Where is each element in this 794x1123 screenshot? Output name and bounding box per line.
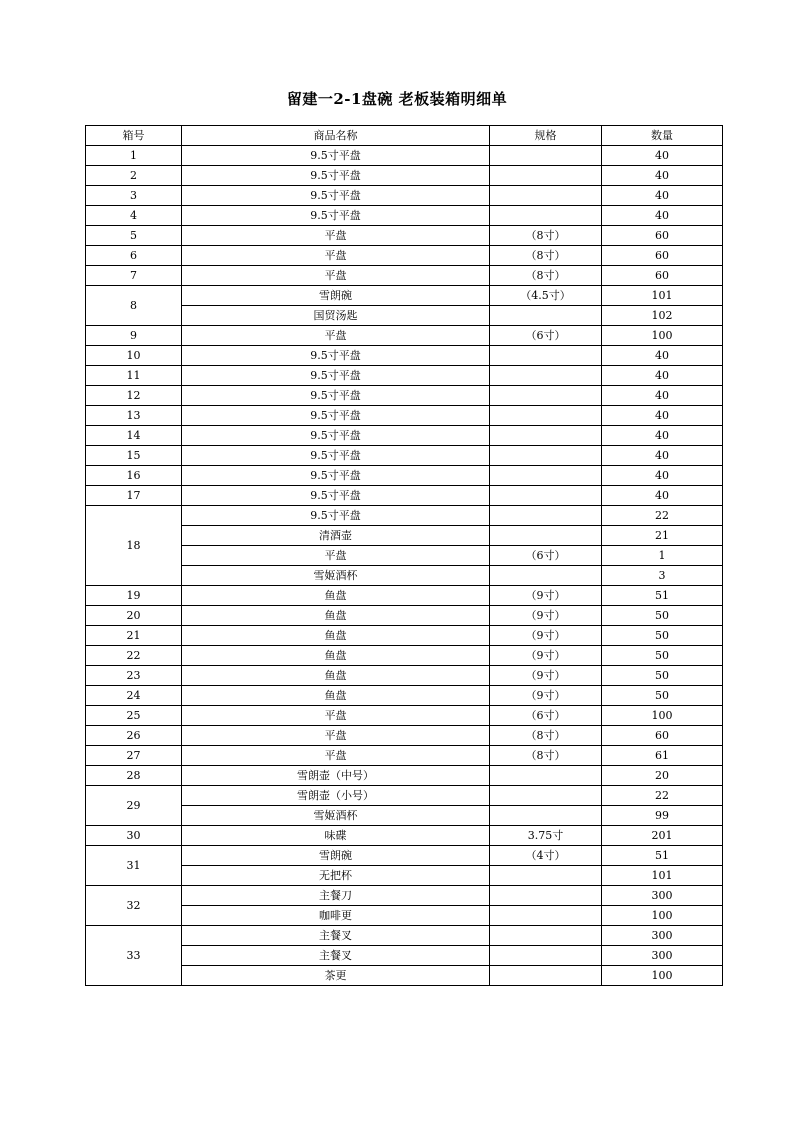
quantity-cell: 22 [602, 786, 723, 806]
product-name-cell: 主餐刀 [182, 886, 490, 906]
quantity-cell: 100 [602, 906, 723, 926]
quantity-cell: 300 [602, 886, 723, 906]
spec-cell: （4寸） [490, 846, 602, 866]
table-header-row [86, 126, 723, 146]
quantity-cell: 102 [602, 306, 723, 326]
product-name-cell: 雪朗碗 [182, 286, 490, 306]
table-row [86, 746, 723, 766]
table-row [86, 926, 723, 946]
quantity-cell: 40 [602, 166, 723, 186]
spec-cell [490, 786, 602, 806]
table-row [86, 946, 723, 966]
product-name-cell: 雪朗壶（小号） [182, 786, 490, 806]
product-name-cell: 9.5寸平盘 [182, 146, 490, 166]
spec-cell: （9寸） [490, 646, 602, 666]
spec-cell [490, 566, 602, 586]
product-name-cell: 9.5寸平盘 [182, 206, 490, 226]
quantity-cell: 40 [602, 366, 723, 386]
box-number-cell: 13 [86, 406, 182, 426]
table-row [86, 886, 723, 906]
table-row [86, 146, 723, 166]
product-name-cell: 平盘 [182, 706, 490, 726]
quantity-cell: 40 [602, 446, 723, 466]
box-number-cell: 14 [86, 426, 182, 446]
quantity-cell: 22 [602, 506, 723, 526]
spec-cell [490, 506, 602, 526]
box-number-cell: 33 [86, 926, 182, 986]
spec-cell [490, 466, 602, 486]
product-name-cell: 无把杯 [182, 866, 490, 886]
spec-cell [490, 486, 602, 506]
spec-cell: （9寸） [490, 686, 602, 706]
quantity-cell: 100 [602, 326, 723, 346]
spec-cell [490, 866, 602, 886]
product-name-cell: 平盘 [182, 266, 490, 286]
table-body [86, 146, 723, 986]
product-name-cell: 清酒壶 [182, 526, 490, 546]
table-row [86, 546, 723, 566]
spec-cell [490, 346, 602, 366]
spec-cell: （8寸） [490, 226, 602, 246]
product-name-cell: 味碟 [182, 826, 490, 846]
spec-cell [490, 386, 602, 406]
product-name-cell: 9.5寸平盘 [182, 486, 490, 506]
box-number-cell: 12 [86, 386, 182, 406]
table-row [86, 346, 723, 366]
box-number-cell: 9 [86, 326, 182, 346]
table-row [86, 366, 723, 386]
header-box-number: 箱号 [86, 126, 182, 146]
table-row [86, 606, 723, 626]
box-number-cell: 23 [86, 666, 182, 686]
product-name-cell: 雪朗壶（中号） [182, 766, 490, 786]
product-name-cell: 鱼盘 [182, 686, 490, 706]
box-number-cell: 15 [86, 446, 182, 466]
product-name-cell: 平盘 [182, 246, 490, 266]
table-row [86, 286, 723, 306]
box-number-cell: 27 [86, 746, 182, 766]
spec-cell [490, 946, 602, 966]
quantity-cell: 50 [602, 686, 723, 706]
quantity-cell: 1 [602, 546, 723, 566]
product-name-cell: 平盘 [182, 746, 490, 766]
header-product-name: 商品名称 [182, 126, 490, 146]
spec-cell [490, 366, 602, 386]
spec-cell: （4.5寸） [490, 286, 602, 306]
box-number-cell: 4 [86, 206, 182, 226]
table-row [86, 206, 723, 226]
quantity-cell: 40 [602, 486, 723, 506]
table-row [86, 506, 723, 526]
quantity-cell: 20 [602, 766, 723, 786]
product-name-cell: 平盘 [182, 546, 490, 566]
box-number-cell: 7 [86, 266, 182, 286]
spec-cell: （6寸） [490, 706, 602, 726]
product-name-cell: 雪朗碗 [182, 846, 490, 866]
quantity-cell: 3 [602, 566, 723, 586]
table-row [86, 686, 723, 706]
spec-cell [490, 206, 602, 226]
product-name-cell: 9.5寸平盘 [182, 186, 490, 206]
spec-cell: （8寸） [490, 246, 602, 266]
quantity-cell: 300 [602, 946, 723, 966]
header-quantity: 数量 [602, 126, 723, 146]
box-number-cell: 29 [86, 786, 182, 826]
product-name-cell: 9.5寸平盘 [182, 466, 490, 486]
quantity-cell: 40 [602, 146, 723, 166]
spec-cell: （9寸） [490, 586, 602, 606]
quantity-cell: 60 [602, 226, 723, 246]
box-number-cell: 17 [86, 486, 182, 506]
table-row [86, 806, 723, 826]
spec-cell: （9寸） [490, 666, 602, 686]
box-number-cell: 30 [86, 826, 182, 846]
box-number-cell: 22 [86, 646, 182, 666]
quantity-cell: 100 [602, 706, 723, 726]
table-row [86, 586, 723, 606]
spec-cell: （9寸） [490, 626, 602, 646]
product-name-cell: 主餐叉 [182, 946, 490, 966]
box-number-cell: 31 [86, 846, 182, 886]
table-row [86, 906, 723, 926]
quantity-cell: 51 [602, 586, 723, 606]
table-row [86, 626, 723, 646]
box-number-cell: 25 [86, 706, 182, 726]
quantity-cell: 101 [602, 866, 723, 886]
product-name-cell: 雪姬酒杯 [182, 806, 490, 826]
spec-cell: 3.75寸 [490, 826, 602, 846]
header-spec: 规格 [490, 126, 602, 146]
table-row [86, 386, 723, 406]
product-name-cell: 主餐叉 [182, 926, 490, 946]
table-row [86, 466, 723, 486]
box-number-cell: 28 [86, 766, 182, 786]
product-name-cell: 9.5寸平盘 [182, 446, 490, 466]
table-row [86, 666, 723, 686]
table-row [86, 646, 723, 666]
box-number-cell: 26 [86, 726, 182, 746]
spec-cell [490, 306, 602, 326]
table-row [86, 246, 723, 266]
spec-cell: （8寸） [490, 266, 602, 286]
quantity-cell: 99 [602, 806, 723, 826]
quantity-cell: 61 [602, 746, 723, 766]
product-name-cell: 9.5寸平盘 [182, 426, 490, 446]
product-name-cell: 鱼盘 [182, 646, 490, 666]
spec-cell: （9寸） [490, 606, 602, 626]
quantity-cell: 101 [602, 286, 723, 306]
box-number-cell: 21 [86, 626, 182, 646]
quantity-cell: 60 [602, 726, 723, 746]
box-number-cell: 16 [86, 466, 182, 486]
spec-cell [490, 186, 602, 206]
box-number-cell: 3 [86, 186, 182, 206]
product-name-cell: 茶更 [182, 966, 490, 986]
spec-cell [490, 906, 602, 926]
spec-cell: （8寸） [490, 726, 602, 746]
product-name-cell: 9.5寸平盘 [182, 506, 490, 526]
product-name-cell: 鱼盘 [182, 666, 490, 686]
product-name-cell: 9.5寸平盘 [182, 346, 490, 366]
table-row [86, 866, 723, 886]
quantity-cell: 60 [602, 266, 723, 286]
spec-cell [490, 146, 602, 166]
page-title: 留建一2-1盘碗 老板装箱明细单 [286, 90, 508, 108]
table-row [86, 446, 723, 466]
spec-cell: （8寸） [490, 746, 602, 766]
product-name-cell: 平盘 [182, 226, 490, 246]
table-row [86, 966, 723, 986]
table-row [86, 786, 723, 806]
product-name-cell: 鱼盘 [182, 626, 490, 646]
table-row [86, 726, 723, 746]
quantity-cell: 100 [602, 966, 723, 986]
quantity-cell: 40 [602, 186, 723, 206]
box-number-cell: 10 [86, 346, 182, 366]
spec-cell: （6寸） [490, 326, 602, 346]
product-name-cell: 平盘 [182, 726, 490, 746]
box-number-cell: 20 [86, 606, 182, 626]
quantity-cell: 50 [602, 626, 723, 646]
product-name-cell: 鱼盘 [182, 586, 490, 606]
quantity-cell: 40 [602, 406, 723, 426]
quantity-cell: 40 [602, 426, 723, 446]
quantity-cell: 51 [602, 846, 723, 866]
spec-cell [490, 886, 602, 906]
table-row [86, 566, 723, 586]
table-row [86, 486, 723, 506]
quantity-cell: 201 [602, 826, 723, 846]
quantity-cell: 60 [602, 246, 723, 266]
spec-cell [490, 806, 602, 826]
spec-cell [490, 966, 602, 986]
product-name-cell: 9.5寸平盘 [182, 366, 490, 386]
box-number-cell: 6 [86, 246, 182, 266]
quantity-cell: 300 [602, 926, 723, 946]
table-row [86, 426, 723, 446]
product-name-cell: 国贸汤匙 [182, 306, 490, 326]
box-number-cell: 2 [86, 166, 182, 186]
table-row [86, 526, 723, 546]
table-row [86, 186, 723, 206]
spec-cell [490, 526, 602, 546]
quantity-cell: 40 [602, 386, 723, 406]
product-name-cell: 9.5寸平盘 [182, 166, 490, 186]
table-row [86, 266, 723, 286]
spec-cell [490, 426, 602, 446]
packing-list-table [85, 125, 723, 986]
box-number-cell: 19 [86, 586, 182, 606]
box-number-cell: 18 [86, 506, 182, 586]
box-number-cell: 1 [86, 146, 182, 166]
product-name-cell: 咖啡更 [182, 906, 490, 926]
box-number-cell: 8 [86, 286, 182, 326]
quantity-cell: 40 [602, 206, 723, 226]
table-row [86, 766, 723, 786]
table-row [86, 706, 723, 726]
spec-cell [490, 166, 602, 186]
quantity-cell: 40 [602, 466, 723, 486]
table-row [86, 826, 723, 846]
product-name-cell: 鱼盘 [182, 606, 490, 626]
table-row [86, 326, 723, 346]
spec-cell [490, 406, 602, 426]
table-row [86, 226, 723, 246]
box-number-cell: 5 [86, 226, 182, 246]
box-number-cell: 11 [86, 366, 182, 386]
product-name-cell: 9.5寸平盘 [182, 406, 490, 426]
product-name-cell: 雪姬酒杯 [182, 566, 490, 586]
quantity-cell: 50 [602, 646, 723, 666]
table-row [86, 406, 723, 426]
box-number-cell: 24 [86, 686, 182, 706]
quantity-cell: 50 [602, 606, 723, 626]
spec-cell: （6寸） [490, 546, 602, 566]
product-name-cell: 9.5寸平盘 [182, 386, 490, 406]
table-row [86, 846, 723, 866]
table-row [86, 166, 723, 186]
quantity-cell: 21 [602, 526, 723, 546]
box-number-cell: 32 [86, 886, 182, 926]
quantity-cell: 50 [602, 666, 723, 686]
table-row [86, 306, 723, 326]
quantity-cell: 40 [602, 346, 723, 366]
spec-cell [490, 766, 602, 786]
spec-cell [490, 926, 602, 946]
product-name-cell: 平盘 [182, 326, 490, 346]
spec-cell [490, 446, 602, 466]
